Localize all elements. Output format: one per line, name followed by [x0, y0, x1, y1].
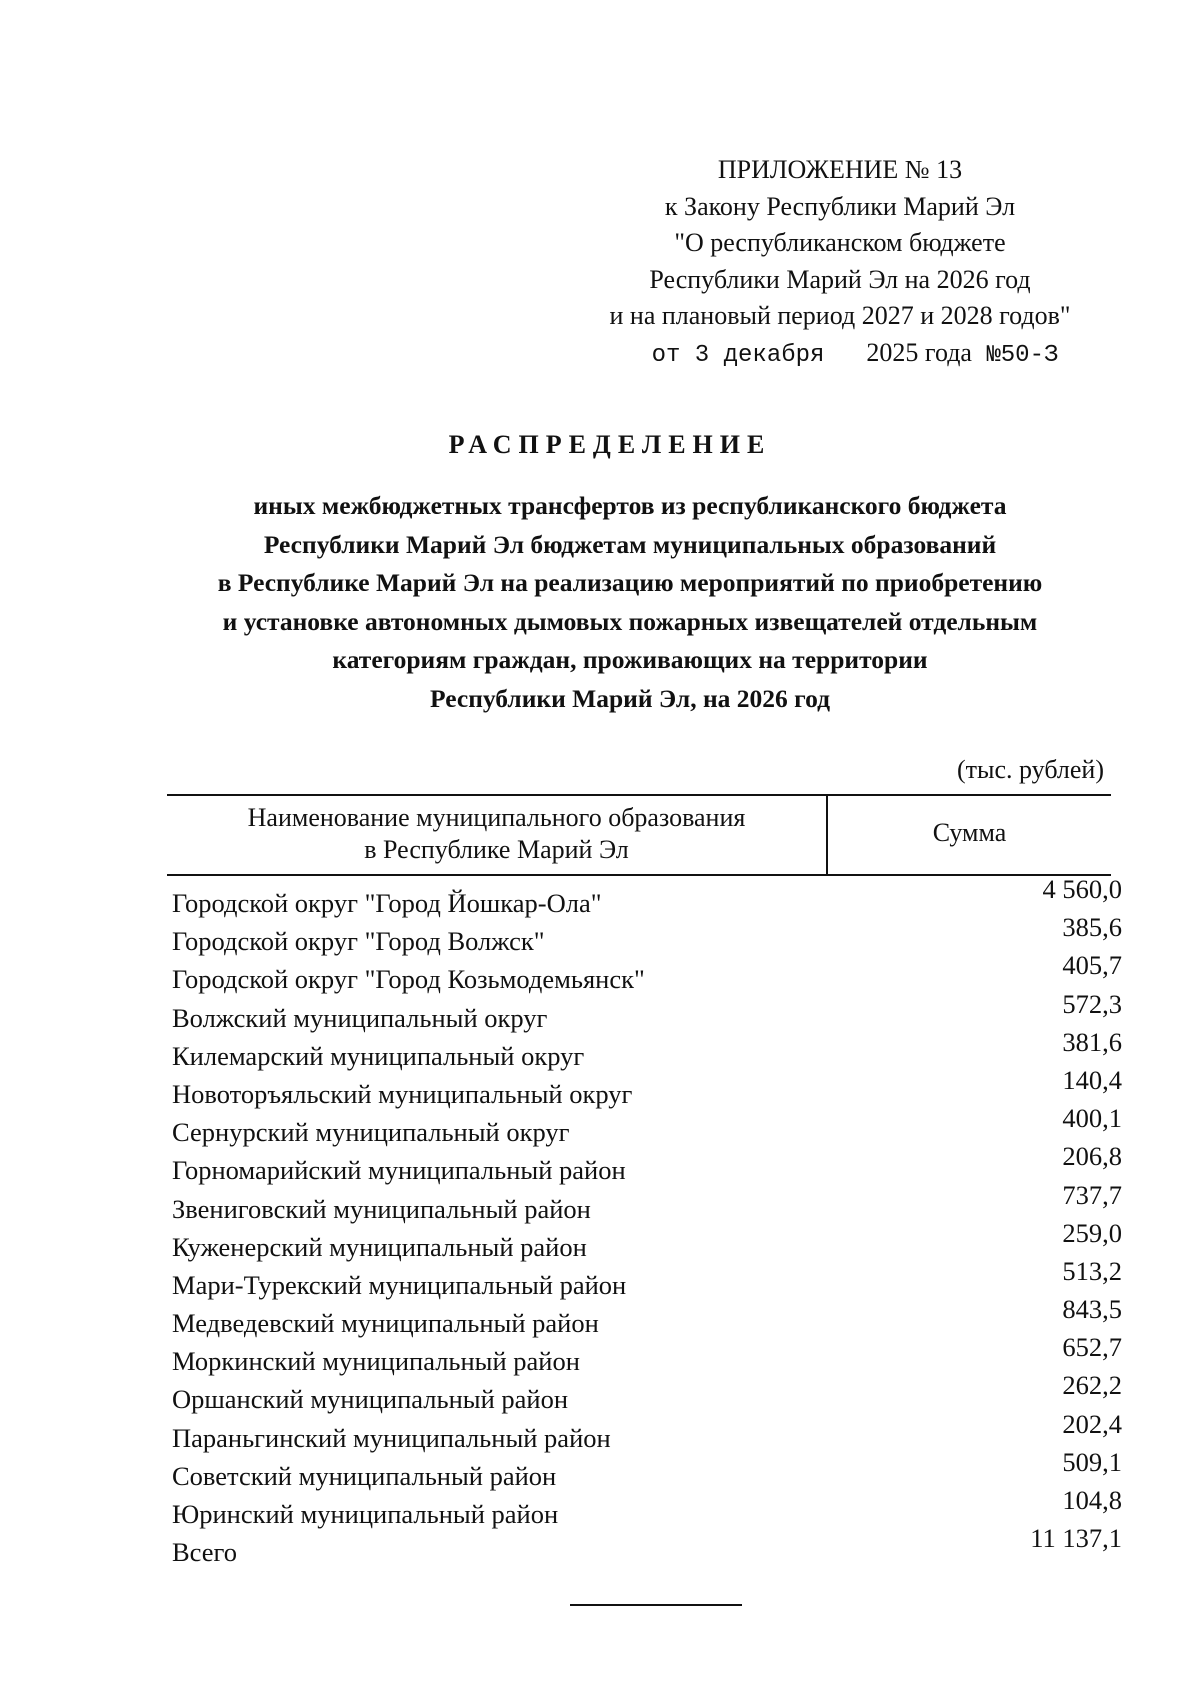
row-value: 385,6: [1062, 912, 1122, 943]
subtitle-line: Республики Марий Эл, на 2026 год: [430, 683, 830, 713]
row-name: Оршанский муниципальный район: [172, 1384, 569, 1415]
row-name: Куженерский муниципальный район: [172, 1231, 587, 1262]
document-heading: РАСПРЕДЕЛЕНИЕ: [448, 430, 772, 459]
row-name: Новоторъяльский муниципальный округ: [172, 1078, 633, 1109]
table-body: [172, 874, 1122, 1568]
row-value: 202,4: [1062, 1408, 1122, 1439]
row-name: Советский муниципальный район: [172, 1460, 557, 1491]
row-name: Волжский муниципальный округ: [172, 1002, 548, 1033]
table-row: [172, 1064, 1122, 1109]
table-row: [172, 1332, 1122, 1377]
header-sum-cell: Сумма: [932, 818, 1007, 847]
header-name-cell: [167, 796, 828, 874]
row-name: Городской округ "Город Волжск": [172, 926, 545, 957]
subtitle-line: и установке автономных дымовых пожарных извещателей отдельным: [222, 606, 1038, 636]
row-name: Сернурский муниципальный округ: [172, 1117, 570, 1148]
appendix-line-2: "О республиканском бюджете: [674, 228, 1006, 257]
subtitle-line: в Республике Марий Эл на реализацию мероприятий по приобретению: [217, 568, 1043, 597]
table-row: [172, 1408, 1122, 1453]
row-value: 140,4: [1062, 1064, 1122, 1095]
row-name: Городской округ "Город Козьмодемьянск": [172, 964, 645, 995]
row-name: Всего: [172, 1537, 237, 1568]
appendix-line-1: к Закону Республики Марий Эл: [664, 191, 1016, 221]
table-row: [172, 950, 1122, 995]
row-value: 509,1: [1062, 1446, 1122, 1477]
row-value: 737,7: [1062, 1179, 1122, 1210]
row-name: Медведевский муниципальный район: [172, 1308, 599, 1339]
row-value: 572,3: [1062, 988, 1122, 1019]
closing-rule: [570, 1604, 742, 1606]
row-value: 259,0: [1062, 1217, 1122, 1248]
table-row: [172, 1141, 1122, 1186]
subtitle-line: Республики Марий Эл бюджетам муниципальных образований: [263, 529, 997, 559]
row-name: Параньгинский муниципальный район: [172, 1422, 611, 1453]
row-name: Юринский муниципальный район: [172, 1499, 559, 1529]
appendix-date-line: [590, 335, 1120, 375]
row-value: 104,8: [1062, 1485, 1122, 1515]
row-name: Моркинский муниципальный район: [172, 1346, 580, 1377]
row-name: Килемарский муниципальный округ: [172, 1040, 585, 1071]
row-value: 4 560,0: [1042, 874, 1122, 904]
appendix-date: от 3 декабря: [651, 341, 825, 369]
table-row: [172, 1370, 1122, 1415]
appendix-line-4: и на плановый период 2027 и 2028 годов": [609, 301, 1071, 330]
subtitle-line: иных межбюджетных трансфертов из республиканского бюджета: [253, 491, 1007, 520]
row-value: 400,1: [1062, 1103, 1122, 1134]
row-value: 11 137,1: [1030, 1523, 1122, 1554]
table-row: [172, 912, 1122, 957]
row-name: Звениговский муниципальный район: [172, 1193, 591, 1224]
row-value: 405,7: [1062, 950, 1122, 981]
row-value: 206,8: [1062, 1141, 1122, 1172]
table-row: [172, 1485, 1122, 1529]
header-name-line-1: Наименование муниципального образования: [247, 803, 746, 832]
table-header: [167, 794, 1111, 876]
row-value: 513,2: [1062, 1255, 1122, 1286]
row-name: Горномарийский муниципальный район: [172, 1155, 626, 1186]
appendix-law-number: №50-З: [986, 341, 1059, 369]
header-name-line-2: в Республике Марий Эл: [364, 835, 629, 864]
table-row: [172, 1294, 1122, 1339]
table-row: [172, 1026, 1122, 1071]
units-label: (тыс. рублей): [956, 755, 1104, 784]
appendix-line-3: Республики Марий Эл на 2026 год: [649, 264, 1031, 294]
row-value: 652,7: [1062, 1332, 1122, 1363]
table-row: [172, 1217, 1122, 1262]
row-name: Городской округ "Город Йошкар-Ола": [172, 888, 602, 918]
table-row: [172, 874, 1122, 918]
table-row: [172, 988, 1122, 1033]
appendix-block: [560, 152, 1120, 374]
appendix-year: 2025 года: [866, 337, 972, 367]
table-row: [172, 1103, 1122, 1148]
row-name: Мари-Турекский муниципальный район: [172, 1269, 627, 1300]
total-row: [172, 1523, 1122, 1568]
document-subtitle: [150, 487, 1110, 718]
table-row: [172, 1179, 1122, 1224]
row-value: 843,5: [1062, 1294, 1122, 1325]
subtitle-line: категориям граждан, проживающих на территории: [332, 645, 928, 674]
table-row: [172, 1255, 1122, 1300]
row-value: 381,6: [1062, 1026, 1122, 1057]
table-row: [172, 1446, 1122, 1491]
appendix-title: ПРИЛОЖЕНИЕ № 13: [717, 155, 963, 184]
row-value: 262,2: [1062, 1370, 1122, 1401]
